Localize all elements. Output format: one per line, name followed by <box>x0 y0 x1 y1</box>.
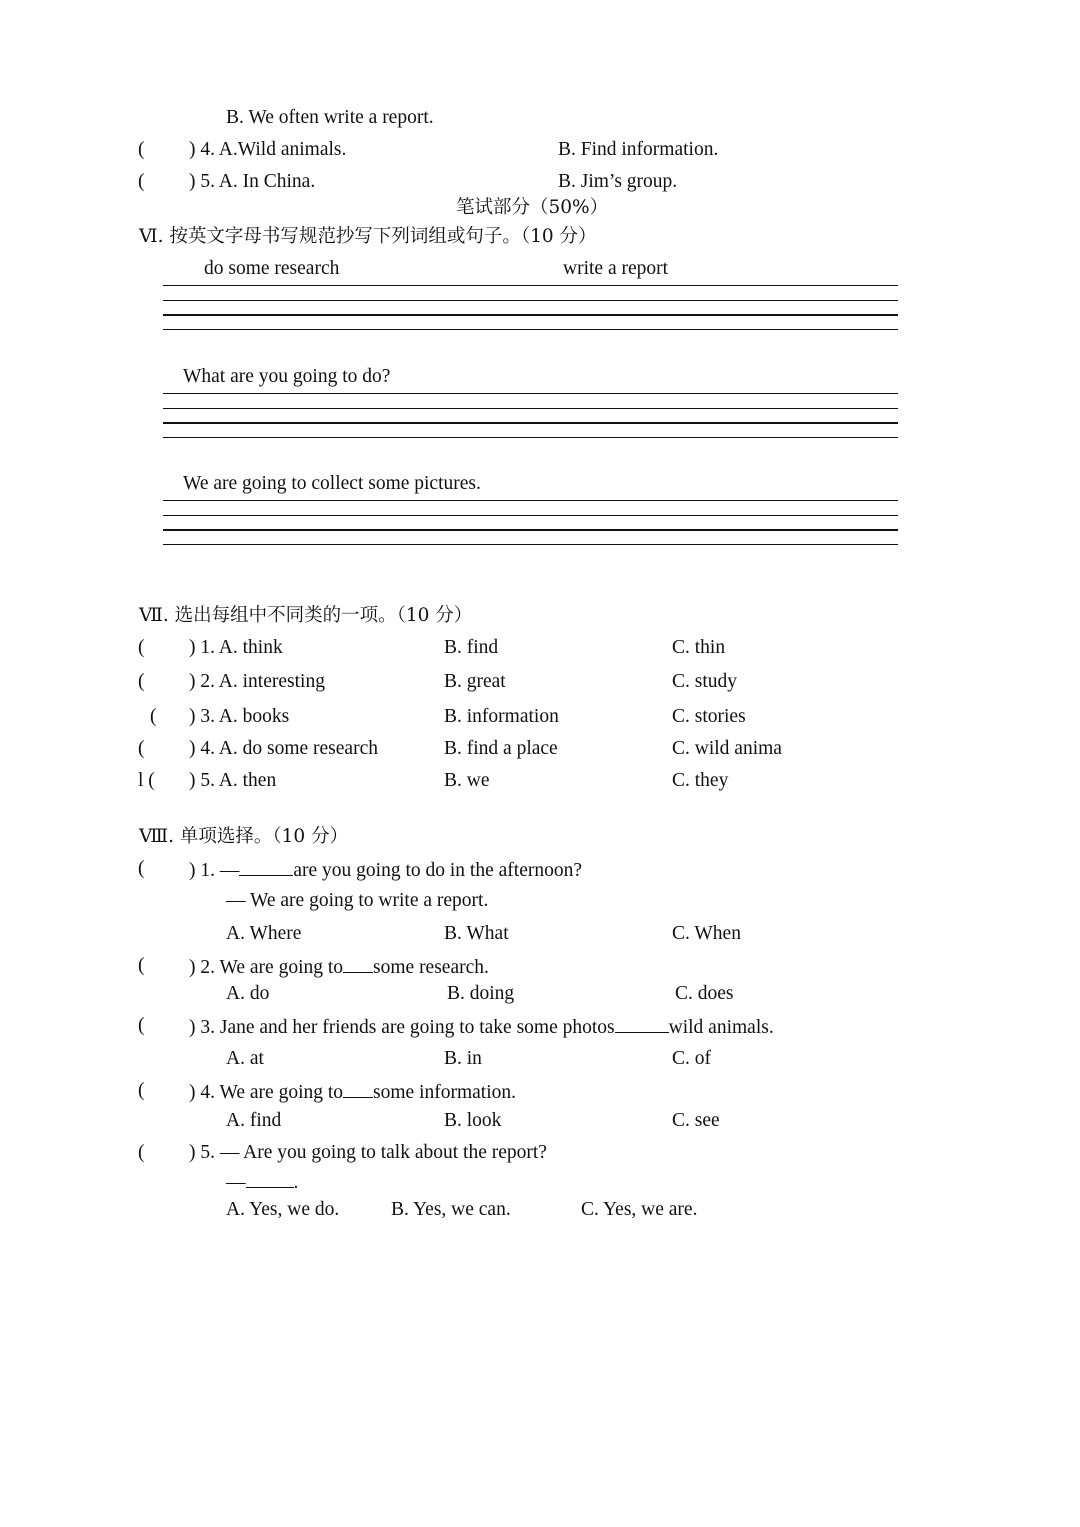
listening-q5-a: ) 5. A. In China. <box>189 171 316 192</box>
s8-q5-a: A. Yes, we do. <box>226 1199 340 1220</box>
answer-paren[interactable]: ( <box>150 706 157 727</box>
s7-q3-a: ) 3. A. books <box>189 706 290 727</box>
s7-q5-b: B. we <box>444 770 490 791</box>
section7-heading: Ⅶ. 选出每组中不同类的一项。（10 分） <box>139 605 473 626</box>
writing-line[interactable] <box>163 408 898 409</box>
writing-line[interactable] <box>163 300 898 301</box>
s8-q4-a: A. find <box>226 1110 282 1131</box>
writing-line[interactable] <box>163 529 898 531</box>
answer-paren[interactable]: ( <box>138 1142 145 1163</box>
answer-paren[interactable]: ( <box>138 858 145 879</box>
s8-q3-b: B. in <box>444 1048 482 1069</box>
s7-q2-c: C. study <box>672 671 738 692</box>
answer-paren[interactable]: ( <box>138 171 145 192</box>
s8-q3-stem: ) 3. Jane and her friends are going to take some photos wild animals. <box>189 1017 774 1038</box>
answer-paren[interactable]: l ( <box>138 770 155 791</box>
writing-line[interactable] <box>163 285 898 286</box>
s8-q1-a: A. Where <box>226 923 302 944</box>
fill-blank[interactable] <box>246 1171 294 1188</box>
answer-paren[interactable]: ( <box>138 1015 145 1036</box>
writing-line[interactable] <box>163 437 898 438</box>
s7-q1-b: B. find <box>444 637 499 658</box>
writing-line[interactable] <box>163 544 898 545</box>
s8-q1-c: C. When <box>672 923 741 944</box>
s8-q1-stem: ) 1. — are you going to do in the afternoon? <box>189 860 582 881</box>
s7-q3-c: C. stories <box>672 706 746 727</box>
s8-q5-stem: ) 5. — Are you going to talk about the report? <box>189 1142 547 1163</box>
s8-q1-answer-line: — We are going to write a report. <box>226 890 489 911</box>
section6-heading: Ⅵ. 按英文字母书写规范抄写下列词组或句子。（10 分） <box>139 226 597 247</box>
answer-paren[interactable]: ( <box>138 1080 145 1101</box>
s7-q1-c: C. thin <box>672 637 726 658</box>
written-section-title: 笔试部分（50%） <box>456 197 609 218</box>
s7-q3-b: B. information <box>444 706 559 727</box>
s8-q2-a: A. do <box>226 983 270 1004</box>
s7-q4-a: ) 4. A. do some research <box>189 738 378 759</box>
writing-line[interactable] <box>163 422 898 424</box>
s7-q5-c: C. they <box>672 770 729 791</box>
fill-blank[interactable] <box>239 859 293 876</box>
copy-sentence-1: What are you going to do? <box>183 366 391 387</box>
copy-sentence-2: We are going to collect some pictures. <box>183 473 481 494</box>
answer-paren[interactable]: ( <box>138 738 145 759</box>
listening-q5-b: B. Jim’s group. <box>558 171 678 192</box>
s8-q4-stem: ) 4. We are going to some information. <box>189 1082 517 1103</box>
s8-q5-b: B. Yes, we can. <box>391 1199 511 1220</box>
fill-blank[interactable] <box>343 956 373 973</box>
s8-q4-b: B. look <box>444 1110 502 1131</box>
answer-paren[interactable]: ( <box>138 637 145 658</box>
copy-phrase-2: write a report <box>563 258 669 279</box>
section8-heading: Ⅷ. 单项选择。（10 分） <box>139 826 349 847</box>
s8-q2-b: B. doing <box>447 983 515 1004</box>
answer-paren[interactable]: ( <box>138 671 145 692</box>
s8-q3-c: C. of <box>672 1048 711 1069</box>
s7-q4-b: B. find a place <box>444 738 558 759</box>
writing-line[interactable] <box>163 515 898 516</box>
s8-q3-a: A. at <box>226 1048 264 1069</box>
s8-q2-c: C. does <box>675 983 734 1004</box>
writing-line[interactable] <box>163 393 898 394</box>
fill-blank[interactable] <box>343 1081 373 1098</box>
s8-q1-b: B. What <box>444 923 509 944</box>
writing-line[interactable] <box>163 500 898 501</box>
answer-paren[interactable]: ( <box>138 139 145 160</box>
writing-line[interactable] <box>163 329 898 330</box>
s8-q2-stem: ) 2. We are going to some research. <box>189 957 489 978</box>
s7-q4-c: C. wild anima <box>672 738 782 759</box>
listening-q4-b: B. Find information. <box>558 139 719 160</box>
s8-q5-answer-line: — . <box>226 1172 299 1193</box>
s7-q5-a: ) 5. A. then <box>189 770 277 791</box>
s8-q5-c: C. Yes, we are. <box>581 1199 698 1220</box>
s7-q2-b: B. great <box>444 671 506 692</box>
answer-paren[interactable]: ( <box>138 955 145 976</box>
fill-blank[interactable] <box>615 1016 669 1033</box>
copy-phrase-1: do some research <box>204 258 340 279</box>
s8-q4-c: C. see <box>672 1110 720 1131</box>
s7-q2-a: ) 2. A. interesting <box>189 671 325 692</box>
writing-line[interactable] <box>163 314 898 316</box>
listening-q4-a: ) 4. A.Wild animals. <box>189 139 347 160</box>
listening-line-b: B. We often write a report. <box>226 107 434 128</box>
s7-q1-a: ) 1. A. think <box>189 637 283 658</box>
